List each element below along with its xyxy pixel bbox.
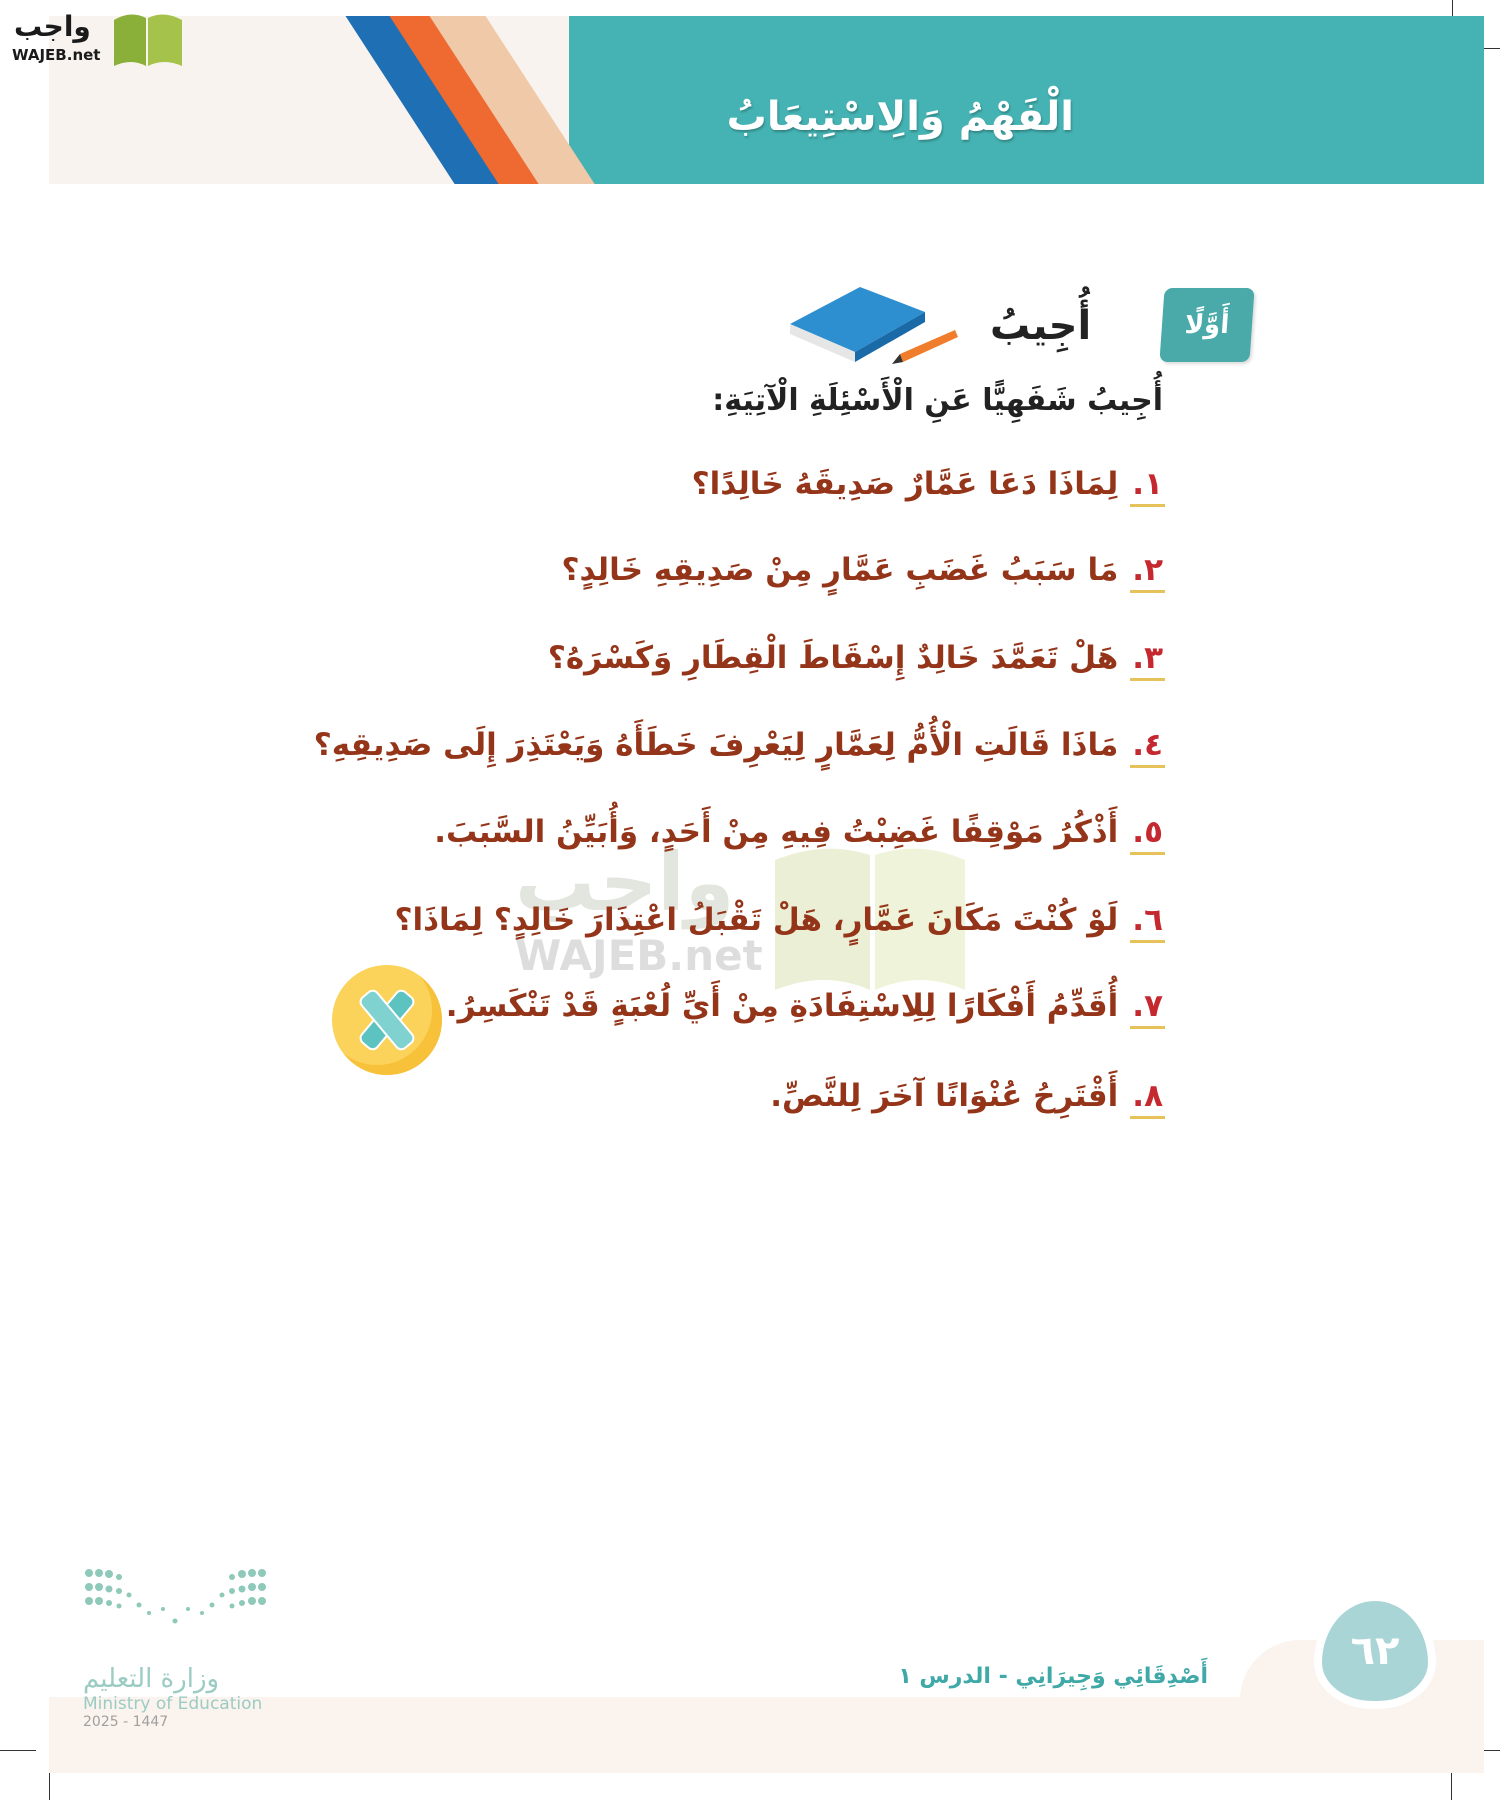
ministry-arabic: وزارة التعليم <box>83 1664 220 1694</box>
logo-latin: WAJEB.net <box>12 46 101 64</box>
svg-text:WAJEB.net: WAJEB.net <box>515 931 763 980</box>
question-item <box>692 466 1165 507</box>
question-text: أَقْتَرِحُ عُنْوَانًا آخَرَ لِلنَّصِّ. <box>770 1078 1119 1114</box>
ministry-year: 2025 - 1447 <box>83 1714 169 1730</box>
question-number: ١. <box>1130 466 1165 507</box>
logo-arabic: واجب <box>14 10 91 43</box>
page-title: الْفَهْمُ وَالِاسْتِيعَابُ <box>726 94 1074 140</box>
question-number: ٦. <box>1130 902 1165 943</box>
question-item <box>770 1078 1165 1119</box>
question-number: ٨. <box>1130 1078 1165 1119</box>
ministry-dots-icon <box>83 1565 268 1660</box>
instruction-text: أُجِيبُ شَفَهِيًّا عَنِ الْأَسْئِلَةِ الْآتِيَةِ: <box>712 383 1163 418</box>
lesson-label: أَصْدِقَائِي وَجِيرَانِي - الدرس ١ <box>898 1664 1208 1689</box>
ministry-logo <box>83 1565 268 1730</box>
section-badge: أَوَّلًا <box>1159 288 1254 362</box>
svg-text:واجب: واجب <box>515 840 735 929</box>
question-number: ٥. <box>1130 814 1165 855</box>
page-number: ٦٢ <box>1314 1593 1436 1709</box>
question-text: مَا سَبَبُ غَضَبِ عَمَّارٍ مِنْ صَدِيقِهِ خَالِدٍ؟ <box>561 552 1119 588</box>
question-item <box>446 988 1165 1029</box>
question-text: لَوْ كُنْتَ مَكَانَ عَمَّارٍ، هَلْ تَقْبَلُ اعْتِذَارَ خَالِدٍ؟ لِمَاذَا؟ <box>394 902 1119 938</box>
section-title: أُجِيبُ <box>990 303 1092 349</box>
wajeb-logo <box>6 6 196 70</box>
question-text: هَلْ تَعَمَّدَ خَالِدٌ إِسْقَاطَ الْقِطَارِ وَكَسْرَهُ؟ <box>547 640 1119 676</box>
ministry-english: Ministry of Education <box>83 1694 263 1714</box>
question-item <box>434 814 1165 855</box>
question-text: أُقَدِّمُ أَفْكَارًا لِلِاسْتِفَادَةِ مِنْ أَيِّ لُعْبَةٍ قَدْ تَنْكَسِرُ. <box>445 988 1119 1024</box>
question-item <box>394 902 1165 943</box>
question-item <box>548 640 1165 681</box>
question-item <box>314 727 1165 768</box>
header-banner <box>49 16 1484 184</box>
creative-thinking-icon <box>332 965 442 1075</box>
question-text: أَذْكُرُ مَوْقِفًا غَضِبْتُ فِيهِ مِنْ أَحَدٍ، وَأُبَيِّنُ السَّبَبَ. <box>434 814 1119 850</box>
question-number: ٤. <box>1130 727 1165 768</box>
question-number: ٣. <box>1130 640 1165 681</box>
question-text: لِمَاذَا دَعَا عَمَّارٌ صَدِيقَهُ خَالِدًا؟ <box>691 466 1119 502</box>
question-number: ٢. <box>1130 552 1165 593</box>
question-text: مَاذَا قَالَتِ الْأُمُّ لِعَمَّارٍ لِيَعْرِفَ خَطَأَهُ وَيَعْتَذِرَ إِلَى صَدِيقِهِ؟ <box>313 727 1119 763</box>
question-item <box>562 552 1165 593</box>
question-number: ٧. <box>1130 988 1165 1029</box>
book-pencil-icon <box>790 282 960 367</box>
